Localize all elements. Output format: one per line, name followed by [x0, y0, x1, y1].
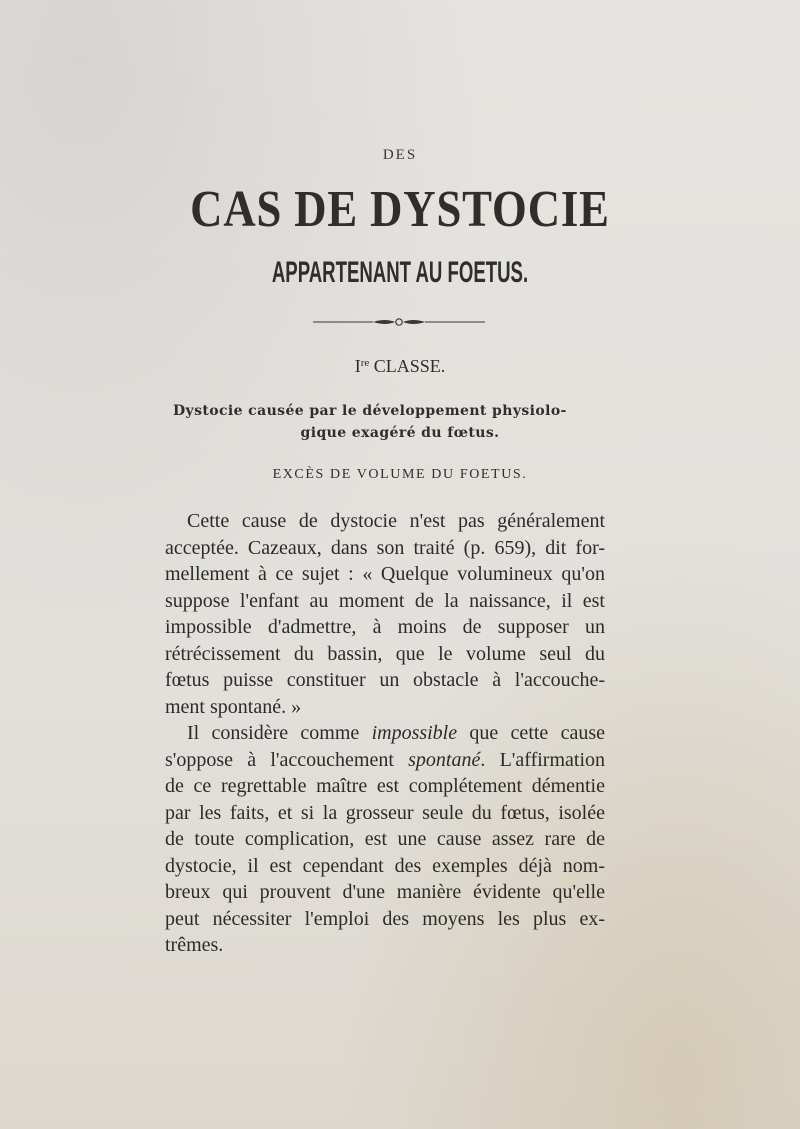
running-head: DES — [382, 147, 418, 163]
body-line: Cette cause de dystocie n'est pas généralement — [187, 510, 605, 532]
ornamental-rule-icon — [313, 316, 485, 328]
section-heading: EXCÈS DE VOLUME DU FOETUS. — [272, 467, 528, 482]
subheading-line-1: Dystocie causée par le développement physiolo- — [173, 403, 567, 419]
chapter-subtitle: APPARTENANT AU FOETUS. — [271, 256, 529, 289]
body-line: trêmes. — [165, 934, 224, 956]
text-run: que cette cause — [457, 722, 605, 744]
body-line: impossible d'admettre, à moins de supposer un — [165, 616, 605, 638]
text-run: Il considère comme — [187, 722, 372, 744]
body-line — [165, 720, 605, 747]
body-line: par les faits, et si la grosseur seule du fœtus, isolée — [165, 801, 605, 824]
body-line: acceptée. Cazeaux, dans son traité (p. 659), dit for- — [165, 536, 605, 559]
class-heading — [0, 356, 800, 377]
body-line: ment spontané. » — [165, 695, 302, 718]
body-line: de toute complication, est une cause assez rare de — [165, 828, 605, 850]
text-run: . L'affirmation — [480, 748, 606, 771]
body-line: dystocie, il est cependant des exemples déjà nom- — [165, 854, 605, 877]
class-subheading — [165, 400, 635, 444]
body-line: de ce regrettable maître est complétement démentie — [165, 775, 605, 797]
body-line: fœtus puisse constituer un obstacle à l'accouche- — [165, 669, 605, 691]
subheading-line-2: gique exagéré du fœtus. — [300, 425, 500, 441]
body-line: mellement à ce sujet : « Quelque volumineux qu'on — [165, 563, 605, 585]
body-line: suppose l'enfant au moment de la naissance, il est — [165, 589, 605, 612]
body-line: peut nécessiter l'emploi des moyens les plus ex- — [165, 907, 605, 930]
class-numeral: I — [354, 356, 361, 376]
body-text — [165, 508, 605, 959]
class-label: CLASSE. — [369, 356, 446, 376]
italic-run: impossible — [371, 722, 458, 744]
body-line — [165, 747, 605, 774]
class-superscript: re — [360, 357, 370, 369]
italic-run: spontané — [408, 748, 481, 771]
chapter-title: CAS DE DYSTOCIE — [190, 181, 610, 238]
body-line: rétrécissement du bassin, que le volume seul du — [165, 642, 605, 665]
text-run: s'oppose à l'accouchement — [165, 748, 409, 771]
body-line: breux qui prouvent d'une manière évidente qu'elle — [165, 881, 605, 903]
